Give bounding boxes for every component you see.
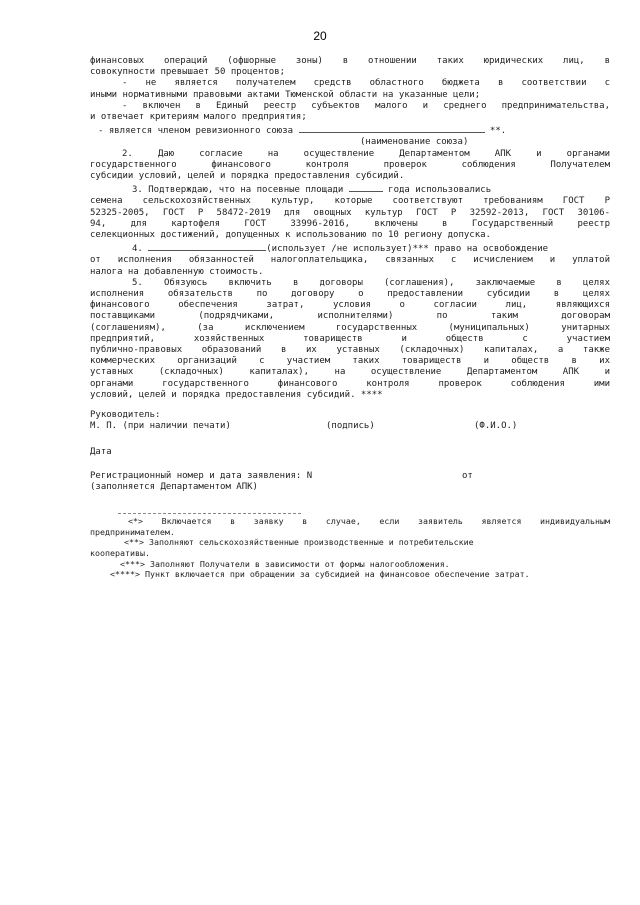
footnotes [90, 516, 610, 580]
item2-line-3: субсидии условий, целей и порядка предоставления субсидий. [90, 171, 405, 182]
footnote-3: <***> Заполняют Получатели в зависимости от формы налогообложения. [120, 558, 450, 569]
date-row [90, 447, 610, 458]
footnote-2-line-2: кооперативы. [90, 548, 150, 559]
full-name-caption: (Ф.И.О.) [474, 421, 518, 432]
date-label: Дата [90, 447, 112, 458]
offshore-line-2: совокупности превышает 50 процентов; [90, 67, 286, 78]
registry-line-2: и отвечает критериям малого предприятия; [90, 112, 307, 123]
item3-line-3: 52325-2005, ГОСТ Р 58472-2019 для овощных культур ГОСТ Р 32592-2013, ГОСТ 30106- [90, 207, 610, 218]
item5-line-1: 5. Обязуюсь включить в договоры (соглашения), заключаемые в целях [132, 277, 610, 288]
signature-caption: (подпись) [326, 421, 375, 432]
union-line [90, 123, 610, 137]
item4-line-3: налога на добавленную стоимость. [90, 266, 264, 277]
union-footnote-marker: **. [489, 126, 507, 137]
item5-line-10: органами государственного финансового контроля проверок соблюдения ими [90, 378, 610, 389]
item5-line-2: исполнения обязательств по договору о предоставлении субсидии в целях [90, 289, 610, 300]
item3-text-b: года использовались [388, 185, 492, 196]
offshore-line-1: финансовых операций (офшорные зоны) в отношении таких юридических лиц, в [90, 56, 610, 66]
item5-line-11: условий, целей и порядка предоставления субсидий. **** [90, 389, 383, 400]
union-caption: (наименование союза) [360, 137, 469, 148]
item5-line-5: (соглашениям), (за исключением государственных (муниципальных) унитарных [90, 322, 610, 333]
item3-line-4: 94, для картофеля ГОСТ 33996-2016, включены в Государственный реестр [90, 218, 610, 229]
union-name-field[interactable] [299, 123, 485, 133]
item3-line-1 [90, 182, 610, 196]
item5-line-8: коммерческих организаций с участием таких товариществ и обществ в их [90, 356, 610, 367]
item2-line-1: 2. Даю согласие на осуществление Департаментом АПК и органами [122, 148, 610, 159]
registry-line-1: - включен в Единый реестр субъектов малого и среднего предпринимательства, [122, 100, 610, 111]
item2-line-2: государственного финансового контроля проверок соблюдения Получателем [90, 159, 610, 170]
not-recipient-line-1: - не является получателем средств областного бюджета в соответствии с [122, 78, 610, 89]
footnote-1-line-1: <*> Включается в заявку в случае, если заявитель является индивидуальным [128, 516, 610, 527]
footnote-1-line-2: предпринимателем. [90, 526, 175, 537]
union-label: - является членом ревизионного союза [98, 126, 294, 137]
page-number: 20 [313, 29, 327, 43]
signature-caption-row [90, 421, 610, 432]
footnote-separator [118, 513, 301, 514]
vat-exemption-field[interactable] [148, 241, 266, 251]
item5-line-3: финансового обеспечения затрат, условия о согласии лиц, являющихся [90, 300, 610, 311]
item4-text-b: (использует /не использует)*** право на освобождение [266, 244, 549, 255]
not-recipient-line-2: иными нормативными правовыми актами Тюменской области на указанные цели; [90, 89, 481, 100]
item5-line-6: предприятий, хозяйственных товариществ и обществ с участием [90, 333, 610, 344]
item5-line-7: публично-правовых образований в их уставных (складочных) капиталах, а также [90, 345, 610, 356]
footnote-2-line-1: <**> Заполняют сельскохозяйственные производственные и потребительские [124, 537, 474, 548]
item3-text-a: 3. Подтверждаю, что на посевные площади [132, 185, 344, 196]
registration-note: (заполняется Департаментом АПК) [90, 482, 258, 493]
item4-text-a: 4. [132, 244, 143, 255]
stamp-label: М. П. (при наличии печати) [90, 421, 231, 432]
item3-line-5: селекционных достижений, допущенных к использованию по 10 региону допуска. [90, 230, 491, 241]
item4-line-2: от исполнения обязанностей налогоплательщика, связанных с исчислением и уплатой [90, 255, 610, 266]
head-label: Руководитель: [90, 410, 161, 421]
item3-line-2: семена сельскохозяйственных культур, которые соответствуют требованиям ГОСТ Р [90, 196, 610, 207]
registration-label: Регистрационный номер и дата заявления: N [90, 471, 313, 482]
footnote-4: <****> Пункт включается при обращении за субсидией на финансовое обеспечение затрат. [110, 569, 530, 580]
registration-from-label: от [462, 471, 473, 482]
item4-line-1 [90, 241, 610, 255]
item5-line-4: поставщиками (подрядчиками, исполнителями) по таким договорам [90, 311, 610, 322]
signature-row [90, 410, 610, 421]
sowing-year-field[interactable] [349, 182, 383, 192]
document-body [90, 56, 610, 580]
registration-row [90, 471, 610, 482]
item5-line-9: уставных (складочных) капиталах), на осуществление Департаментом АПК и [90, 367, 610, 378]
